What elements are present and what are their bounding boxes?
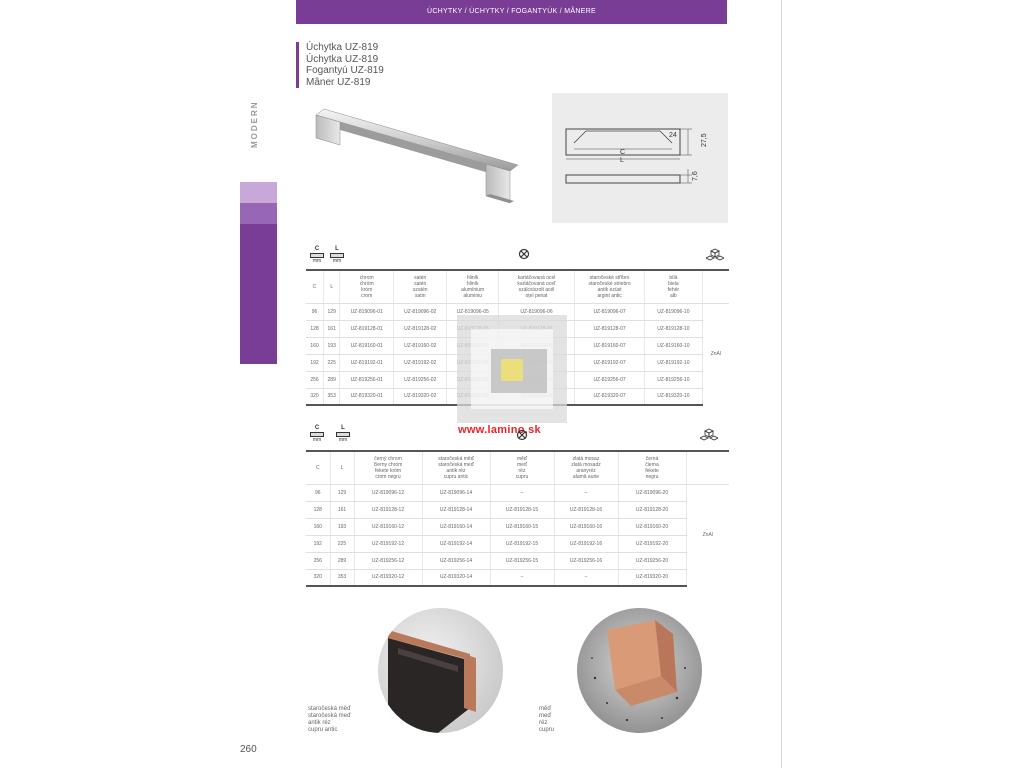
lamino-logo-watermark: [457, 315, 567, 423]
watermark-url: www.lamino.sk: [458, 424, 541, 436]
handle-product-image: [300, 95, 530, 215]
title-line-hu: Fogantyú UZ-819: [306, 65, 384, 76]
dim-label-l: L: [620, 157, 624, 164]
detail-photo-copper: [577, 608, 702, 733]
material-cell: ZnAl: [702, 532, 713, 539]
title-line-cz: Úchytka UZ-819: [306, 42, 379, 53]
table-row: 320 353 UZ-819320-12 UZ-819320-14 – – UZ-819320-20: [306, 569, 729, 586]
dim-7-6: 7,6: [692, 171, 699, 181]
c-dimension-icon: C mm: [308, 425, 326, 447]
title-line-ro: Mâner UZ-819: [306, 76, 371, 88]
col-header-finish-3: hliník hliník alumínium aluminiu: [447, 270, 498, 303]
table-row: 160 193 UZ-819160-01 UZ-819160-02 UZ-819160-07 UZ-819160-10: [306, 337, 729, 354]
table-row: 192 225 UZ-819192-12 UZ-819192-14 UZ-819192-15 UZ-819192-16 UZ-819192-20: [306, 535, 729, 552]
side-color-block-light: [240, 182, 277, 203]
col-header-c: C: [306, 451, 330, 484]
page-edge-line: [781, 0, 782, 768]
col-header-finish-5: staročeské stříbro staročeské striebro antik ezüst argint antic: [575, 270, 645, 303]
l-dimension-icon: L mm: [334, 425, 352, 447]
dim-label-c: C: [620, 149, 626, 156]
col-header-finish-5: černá čierna fekete negru: [618, 451, 686, 484]
dim-27-5: 27,5: [701, 133, 708, 147]
col-header-finish-1: černý chrom čierny chróm fekete króm crom negru: [354, 451, 422, 484]
caption-antique-copper: staročeská měď staročeská meď antik réz cupru antic: [308, 706, 351, 733]
caption-copper: měď meď réz cupru: [539, 706, 555, 733]
page-number: 260: [240, 744, 257, 755]
header-band: [296, 0, 727, 24]
table-row: 256 289 UZ-819256-12 UZ-819256-14 UZ-819256-15 UZ-819256-16 UZ-819256-20: [306, 552, 729, 569]
screw-icon: [518, 248, 530, 260]
table-row: 192 225 UZ-819192-01 UZ-819192-02 UZ-819192-07 UZ-819192-10: [306, 354, 729, 371]
packaging-cubes-icon: [706, 248, 724, 264]
side-color-block-dark: [240, 224, 277, 364]
col-header-finish-4: zlatá mosaz zlatá mosadz aranyréz alamă aurie: [554, 451, 618, 484]
col-header-finish-2: satén satén szatén satin: [393, 270, 447, 303]
packaging-cubes-icon: [700, 428, 718, 444]
header-text: ÚCHYTKY / ÚCHYTKY / FOGANTYÚK / MÂNERE: [426, 8, 597, 15]
technical-drawing: [552, 93, 728, 223]
dim-24: 24: [669, 132, 677, 139]
side-color-block-mid: [240, 203, 277, 224]
title-line-sk: Úchytka UZ-819: [306, 53, 379, 65]
col-header-c: C: [306, 270, 323, 303]
col-header-l: L: [330, 451, 354, 484]
col-header-finish-1: chrom chróm króm crom: [340, 270, 394, 303]
material-cell: ZnAl: [710, 351, 721, 358]
table-row: 128 161 UZ-819128-01 UZ-819128-02 UZ-819128-07 UZ-819128-10: [306, 320, 729, 337]
c-dimension-icon: C mm: [308, 246, 326, 268]
spec-table-2: [306, 450, 729, 587]
table-row: 128 161 UZ-819128-12 UZ-819128-14 UZ-819128-15 UZ-819128-16 UZ-819128-20: [306, 501, 729, 518]
col-header-finish-2: staročeská měď staročeská meď antik réz cupru antic: [422, 451, 490, 484]
detail-photo-antique-copper: [378, 608, 503, 733]
product-title: [306, 42, 384, 88]
title-accent-bar: [296, 42, 299, 88]
col-header-l: L: [323, 270, 339, 303]
l-dimension-icon: L mm: [328, 246, 346, 268]
col-header-finish-3: měď meď réz cupru: [490, 451, 554, 484]
table-row: 96 129 UZ-819096-01 UZ-819096-02 UZ-819096-05 UZ-819096-06 UZ-819096-07 UZ-819096-10 ZnAl: [306, 303, 729, 320]
table-row: 256 289 UZ-819256-01 UZ-819256-02 UZ-819256-07 UZ-819256-10: [306, 371, 729, 388]
table-row: 96 129 UZ-819096-12 UZ-819096-14 – – UZ-819096-20 ZnAl: [306, 484, 729, 501]
col-header-material: [686, 451, 729, 484]
col-header-material: [702, 270, 729, 303]
screw-icon: [516, 429, 528, 441]
col-header-finish-4: kartáčovaná ocel kartáčovaná oceľ szálcsiszolt acél oțel periat: [498, 270, 574, 303]
col-header-finish-6: bílá biela fehér alb: [645, 270, 703, 303]
category-side-label: MODERN: [250, 100, 259, 148]
table-row: 320 353 UZ-819320-01 UZ-819320-02 UZ-819320-07 UZ-819320-10: [306, 388, 729, 405]
table-row: 160 193 UZ-819160-12 UZ-819160-14 UZ-819160-15 UZ-819160-16 UZ-819160-20: [306, 518, 729, 535]
